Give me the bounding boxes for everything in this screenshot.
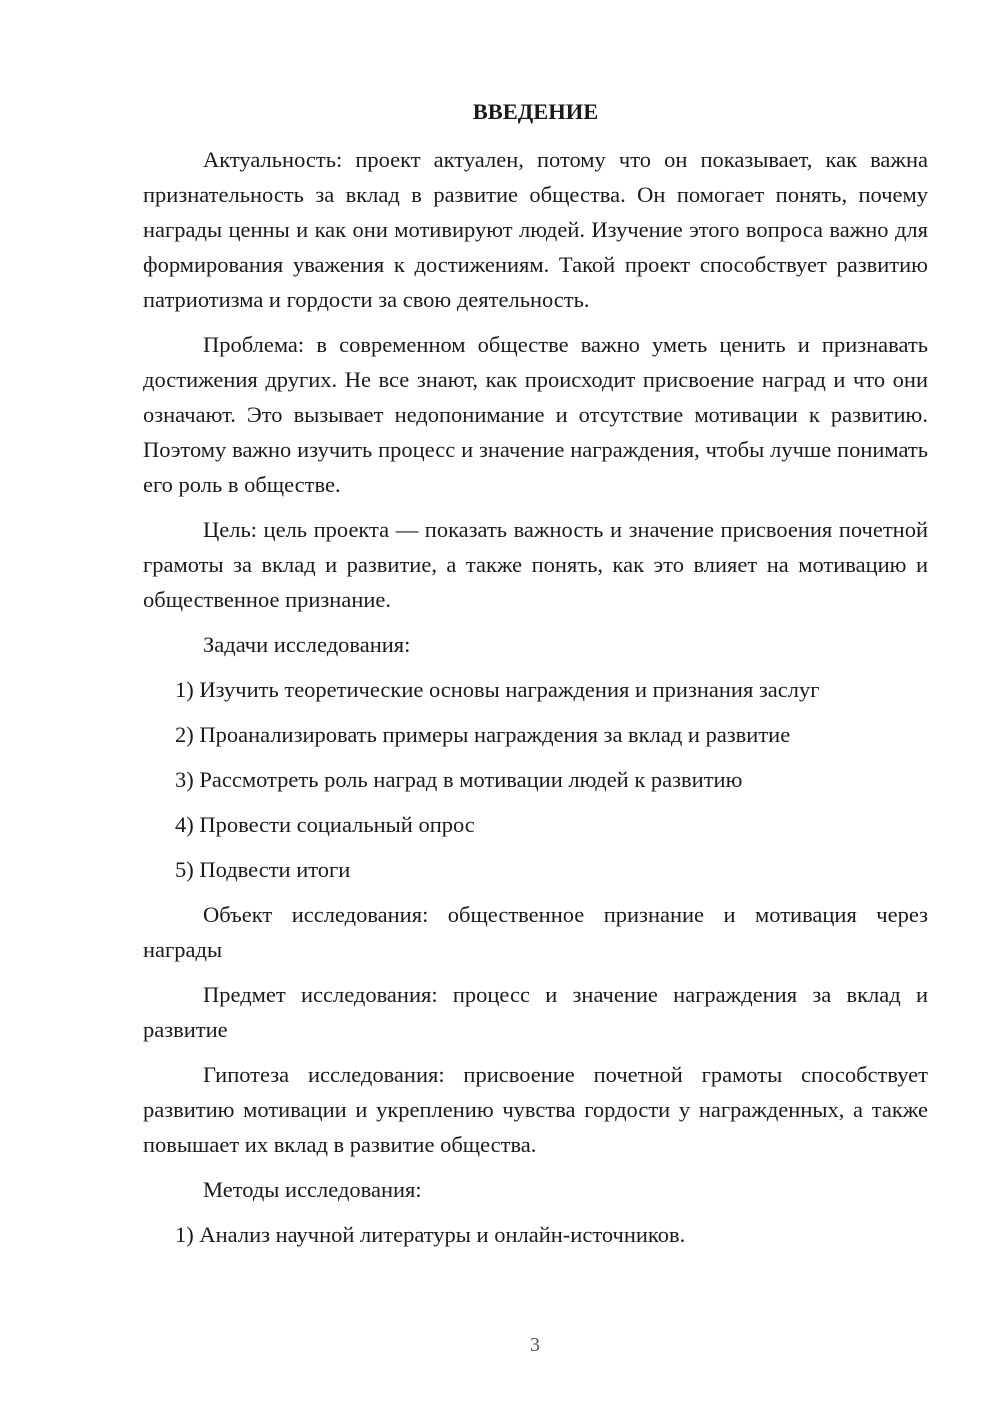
task-item-1: 1) Изучить теоретические основы награждения и признания заслуг xyxy=(175,677,820,702)
page-content xyxy=(143,94,928,1262)
methods-list xyxy=(143,1217,928,1252)
page-number: 3 xyxy=(530,1334,540,1356)
subject-paragraph: Предмет исследования: процесс и значение награждения за вклад и развитие xyxy=(143,982,928,1042)
section-title: ВВЕДЕНИЕ xyxy=(472,99,599,124)
method-item-1: 1) Анализ научной литературы и онлайн-источников. xyxy=(175,1222,686,1247)
task-item-3: 3) Рассмотреть роль наград в мотивации людей к развитию xyxy=(175,767,743,792)
relevance-paragraph: Актуальность: проект актуален, потому что он показывает, как важна признательность за вклад в развитие общества. Он помогает понять, почему награды ценны и как они мотивируют людей. Изучение этого вопроса важно для формирования уважения к достижениям. Такой проект способствует развитию патриотизма и гордости за свою деятельность. xyxy=(143,147,928,312)
task-item-5: 5) Подвести итоги xyxy=(175,857,351,882)
methods-heading: Методы исследования: xyxy=(203,1177,422,1202)
hypothesis-paragraph: Гипотеза исследования: присвоение почетной грамоты способствует развитию мотивации и укреплению чувства гордости у награжденных, а также повышает их вклад в развитие общества. xyxy=(143,1062,928,1157)
task-item-4: 4) Провести социальный опрос xyxy=(175,812,475,837)
task-item-2: 2) Проанализировать примеры награждения за вклад и развитие xyxy=(175,722,791,747)
object-paragraph: Объект исследования: общественное признание и мотивация через награды xyxy=(143,902,928,962)
problem-paragraph: Проблема: в современном обществе важно уметь ценить и признавать достижения других. Не все знают, как происходит присвоение наград и что они означают. Это вызывает недопонимание и отсутствие мотивации к развитию. Поэтому важно изучить процесс и значение награждения, чтобы лучше понимать его роль в обществе. xyxy=(143,332,928,497)
tasks-list xyxy=(143,672,928,887)
tasks-heading: Задачи исследования: xyxy=(203,632,411,657)
goal-paragraph: Цель: цель проекта — показать важность и значение присвоения почетной грамоты за вклад и развитие, а также понять, как это влияет на мотивацию и общественное признание. xyxy=(143,517,928,612)
